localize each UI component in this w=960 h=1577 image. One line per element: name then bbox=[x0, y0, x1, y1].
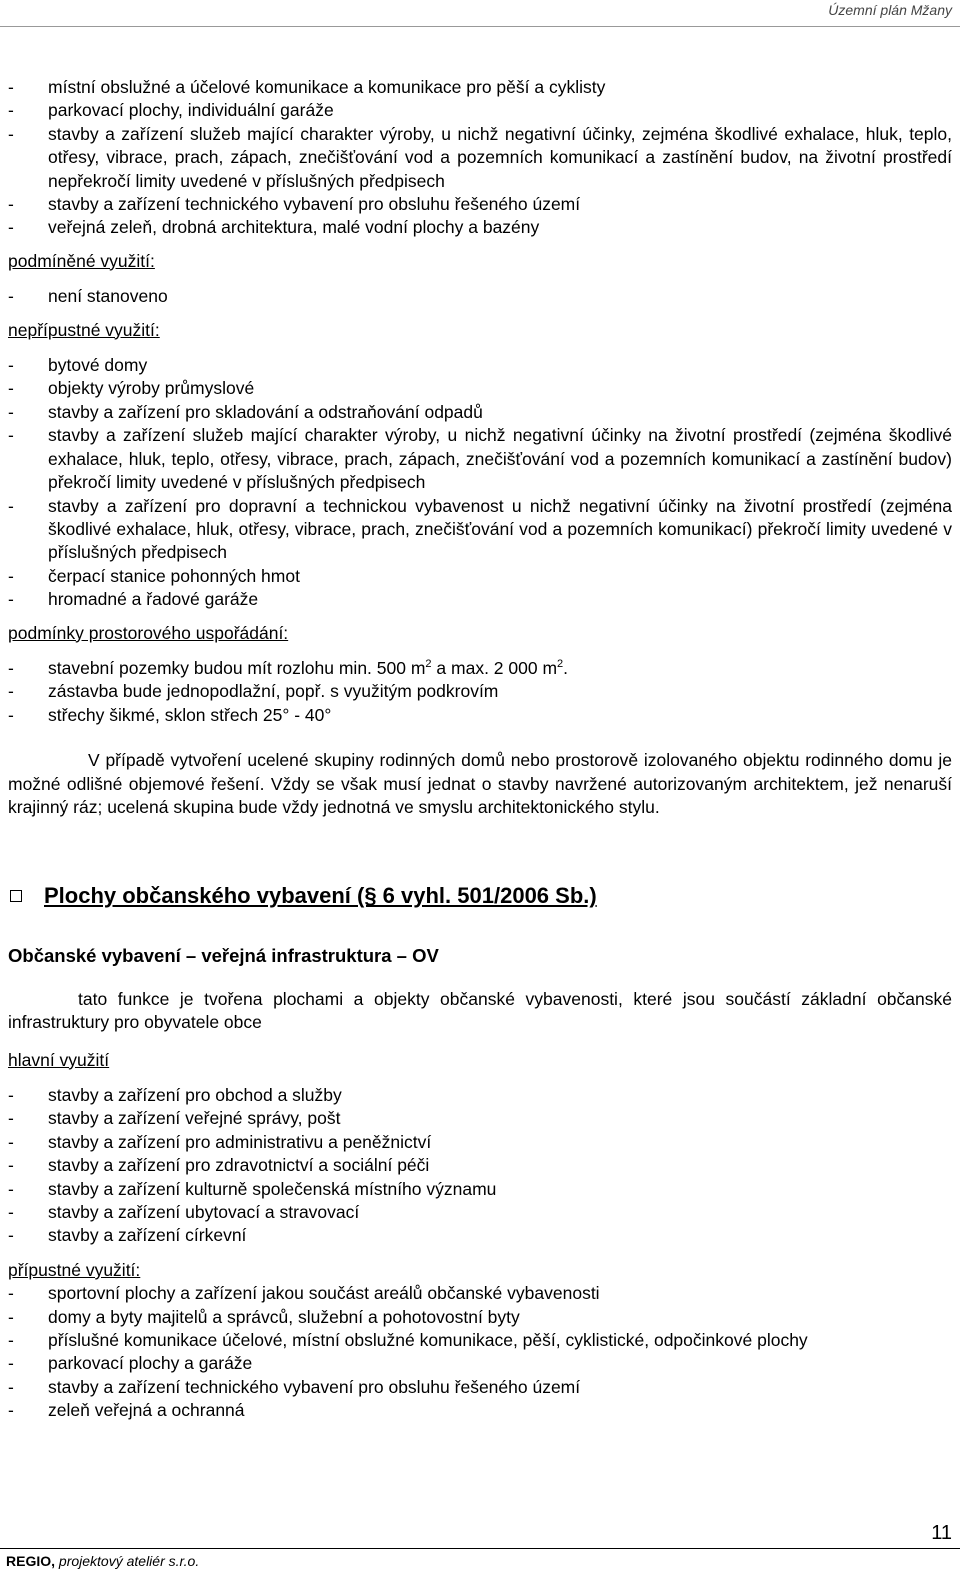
list-item: - stavební pozemky budou mít rozlohu min. 500 $m^2$ a max. 2 000 $m^2$. bbox=[8, 657, 952, 680]
subsection-heading: Občanské vybavení – veřejná infrastruktura – OV bbox=[8, 945, 439, 967]
list-item: - bytové domy bbox=[8, 354, 952, 377]
list-item: - veřejná zeleň, drobná architektura, malé vodní plochy a bazény bbox=[8, 216, 952, 239]
list-item: - parkovací plochy, individuální garáže bbox=[8, 99, 952, 122]
permitted-use-title: přípustné využití: bbox=[8, 1259, 141, 1280]
section-heading-text: Plochy občanského vybavení (§ 6 vyhl. 501/2006 Sb.) bbox=[44, 883, 597, 909]
spatial-conditions-title: podmínky prostorového uspořádání: bbox=[8, 622, 289, 643]
design-paragraph: V případě vytvoření ucelené skupiny rodinných domů nebo prostorově izolovaného objektu rodinného domu je možné odlišné objemové řešení. Vždy se však musí jednat o stavby navržené autorizovaným architektem, jež nenaruší krajinný ráz; ucelená skupina bude vždy jednotná ve smyslu architektonického stylu. bbox=[8, 750, 952, 817]
list-item: - parkovací plochy a garáže bbox=[8, 1352, 952, 1375]
page-header-title: Územní plán Mžany bbox=[828, 2, 952, 18]
list-item: - stavby a zařízení církevní bbox=[8, 1224, 952, 1247]
section-heading bbox=[8, 881, 952, 911]
list-item: - stavby a zařízení pro zdravotnictví a sociální péči bbox=[8, 1154, 952, 1177]
checkbox-bullet-icon bbox=[10, 890, 22, 902]
header-divider bbox=[0, 26, 960, 27]
list-item: - střechy šikmé, sklon střech 25° - 40° bbox=[8, 704, 952, 727]
allowed-use-list bbox=[8, 76, 952, 240]
list-item: - není stanoveno bbox=[8, 285, 952, 308]
list-item: - domy a byty majitelů a správců, služební a pohotovostní byty bbox=[8, 1306, 952, 1329]
footer-divider bbox=[0, 1548, 960, 1549]
company-suffix: projektový ateliér s.r.o. bbox=[55, 1553, 200, 1569]
conditional-use-list bbox=[8, 285, 952, 308]
list-item: - stavby a zařízení technického vybavení pro obsluhu řešeného území bbox=[8, 193, 952, 216]
list-item: - stavby a zařízení pro skladování a odstraňování odpadů bbox=[8, 401, 952, 424]
main-use-title: hlavní využití bbox=[8, 1049, 110, 1070]
list-item: - stavby a zařízení pro administrativu a peněžnictví bbox=[8, 1131, 952, 1154]
list-item: - stavby a zařízení služeb mající charakter výroby, u nichž negativní účinky na životní prostředí (zejména škodlivé exhalace, hluk, teplo, otřesy, vibrace, prach, zápach, znečišťování vod a pozemních komunikací a zastínění budov) překročí limity uvedené v příslušných předpisech bbox=[8, 424, 952, 494]
list-item: - stavby a zařízení kulturně společenská místního významu bbox=[8, 1178, 952, 1201]
list-item: - sportovní plochy a zařízení jakou součást areálů občanské vybavenosti bbox=[8, 1282, 952, 1305]
main-use-list bbox=[8, 1084, 952, 1248]
footer-company bbox=[6, 1553, 199, 1569]
list-item: - příslušné komunikace účelové, místní obslužné komunikace, pěší, cyklistické, odpočinkové plochy bbox=[8, 1329, 952, 1352]
permitted-use-list bbox=[8, 1282, 952, 1422]
list-item: - místní obslužné a účelové komunikace a komunikace pro pěší a cyklisty bbox=[8, 76, 952, 99]
list-item: - objekty výroby průmyslové bbox=[8, 377, 952, 400]
prohibited-use-title: nepřípustné využití: bbox=[8, 319, 160, 340]
intro-paragraph: tato funkce je tvořena plochami a objekty občanské vybavenosti, které jsou součástí základní občanské infrastruktury pro obyvatele obce bbox=[8, 988, 952, 1033]
spatial-conditions-list bbox=[8, 657, 952, 727]
list-item: - stavby a zařízení služeb mající charakter výroby, u nichž negativní účinky, zejména škodlivé exhalace, hluk, teplo, otřesy, vibrace, prach, zápach, znečišťování vod a pozemních komunikací a zastínění budov, na životní prostředí nepřekročí limity uvedené v příslušných předpisech bbox=[8, 123, 952, 193]
list-item: - stavby a zařízení pro dopravní a technickou vybavenost u nichž negativní účinky na životní prostředí (zejména škodlivé exhalace, hluk, otřesy, vibrace, prach, znečišťování vod a pozemních komunikací) překročí limity uvedené v příslušných předpisech bbox=[8, 495, 952, 565]
list-item: - hromadné a řadové garáže bbox=[8, 588, 952, 611]
conditional-use-title: podmíněné využití: bbox=[8, 250, 155, 271]
list-item: - zeleň veřejná a ochranná bbox=[8, 1399, 952, 1422]
list-item: - zástavba bude jednopodlažní, popř. s využitým podkrovím bbox=[8, 680, 952, 703]
company-name: REGIO, bbox=[6, 1553, 56, 1569]
list-item: - stavby a zařízení pro obchod a služby bbox=[8, 1084, 952, 1107]
list-item: - stavby a zařízení veřejné správy, pošt bbox=[8, 1107, 952, 1130]
prohibited-use-list bbox=[8, 354, 952, 611]
page-number: 11 bbox=[931, 1522, 952, 1544]
list-item: - stavby a zařízení ubytovací a stravovací bbox=[8, 1201, 952, 1224]
list-item: - čerpací stanice pohonných hmot bbox=[8, 565, 952, 588]
document-body bbox=[8, 76, 952, 1423]
list-item: - stavby a zařízení technického vybavení pro obsluhu řešeného území bbox=[8, 1376, 952, 1399]
